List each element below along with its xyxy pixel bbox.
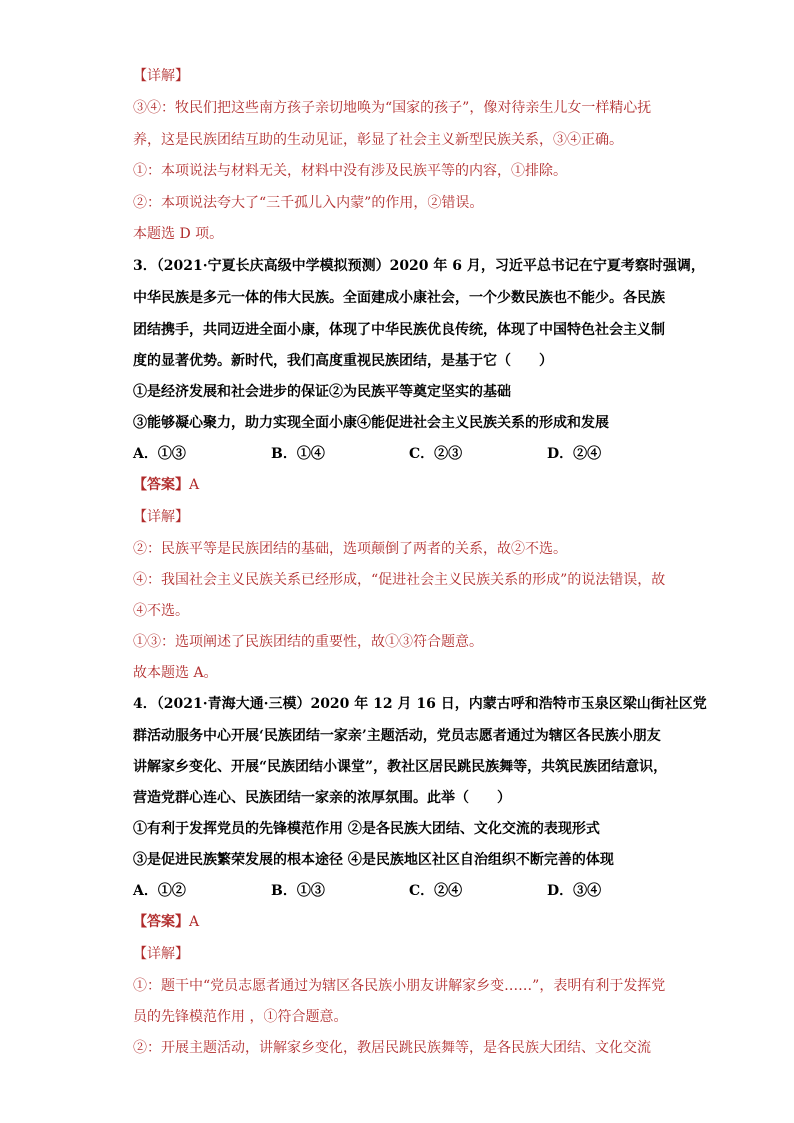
detail-text: ①③：选项阐述了民族团结的重要性，故①③符合题意。 [133, 634, 483, 650]
question-item: ③是促进民族繁荣发展的根本途径 ④是民族地区社区自治组织不断完善的体现 [133, 852, 614, 868]
option-c: C．②④ [409, 883, 463, 899]
option-c: C．②③ [409, 446, 463, 462]
answer-options-3 [133, 444, 685, 464]
answer-label: 【答案】 [133, 477, 189, 493]
answer-value: A [189, 914, 200, 930]
question-stem-4: 4．（2021·青海大通·三模）2020 年 12 月 16 日，内蒙古呼和浩特市玉泉区梁山街社区党 [133, 696, 707, 712]
option-d: D．③④ [547, 883, 602, 899]
question-stem-4: 营造党群心连心、民族团结一家亲的浓厚氛围。此举（ ） [133, 790, 511, 806]
answer-value: A [189, 477, 200, 493]
answer-label: 【答案】 [133, 914, 189, 930]
question-stem-3: 中华民族是多元一体的伟大民族。全面建成小康社会，一个少数民族也不能少。各民族 [133, 290, 665, 306]
detail-text: 养，这是民族团结互助的生动见证，彰显了社会主义新型民族关系，③④正确。 [133, 132, 623, 148]
option-b: B．①③ [271, 883, 325, 899]
question-item: ①是经济发展和社会进步的保证②为民族平等奠定坚实的基础 [133, 384, 511, 400]
question-item: ③能够凝心聚力，助力实现全面小康④能促进社会主义民族关系的形成和发展 [133, 415, 609, 431]
answer-line-4 [133, 912, 199, 932]
detail-text: ①：本项说法与材料无关，材料中没有涉及民族平等的内容，①排除。 [133, 163, 567, 179]
detail-heading-4: 【详解】 [133, 946, 189, 962]
option-a: A．①② [133, 883, 186, 899]
option-d: D．②④ [547, 446, 602, 462]
detail-text: ④不选。 [133, 603, 189, 619]
detail-heading-3: 【详解】 [133, 509, 189, 525]
conclusion-text: 故本题选 A。 [133, 665, 218, 681]
detail-text: ②：开展主题活动，讲解家乡变化，教居民跳民族舞等，是各民族大团结、文化交流 [133, 1040, 651, 1056]
detail-text: ③④：牧民们把这些南方孩子亲切地唤为“国家的孩子”，像对待亲生儿女一样精心抚 [133, 100, 652, 116]
detail-heading-1: 【详解】 [133, 68, 189, 84]
detail-text: ②：本项说法夸大了“三千孤儿入内蒙”的作用，②错误。 [133, 195, 484, 211]
answer-options-4 [133, 881, 685, 901]
option-b: B．①④ [271, 446, 325, 462]
conclusion-text: 本题选 D 项。 [133, 226, 224, 242]
question-item: ①有利于发挥党员的先锋模范作用 ②是各民族大团结、文化交流的表现形式 [133, 821, 600, 837]
detail-text: ②：民族平等是民族团结的基础，选项颠倒了两者的关系，故②不选。 [133, 541, 567, 557]
question-stem-4: 讲解家乡变化、开展“民族团结小课堂”，教社区居民跳民族舞等，共筑民族团结意识， [133, 759, 668, 775]
question-stem-4: 群活动服务中心开展‘民族团结一家亲’主题活动，党员志愿者通过为辖区各民族小朋友 [133, 728, 661, 744]
detail-text: ④：我国社会主义民族关系已经形成，“促进社会主义民族关系的形成”的说法错误，故 [133, 572, 666, 588]
question-stem-3: 度的显著优势。新时代，我们高度重视民族团结，是基于它（ ） [133, 353, 553, 369]
question-stem-3: 3．（2021·宁夏长庆高级中学模拟预测）2020 年 6 月，习近平总书记在宁夏考察时强调， [133, 258, 705, 274]
question-stem-3: 团结携手，共同迈进全面小康，体现了中华民族优良传统，体现了中国特色社会主义制 [133, 322, 665, 338]
option-a: A．①③ [133, 446, 186, 462]
detail-text: ①：题干中“党员志愿者通过为辖区各民族小朋友讲解家乡变……”，表明有利于发挥党 [133, 978, 666, 994]
answer-line-3 [133, 475, 199, 495]
detail-text: 员的先锋模范作用 ，①符合题意。 [133, 1009, 348, 1025]
